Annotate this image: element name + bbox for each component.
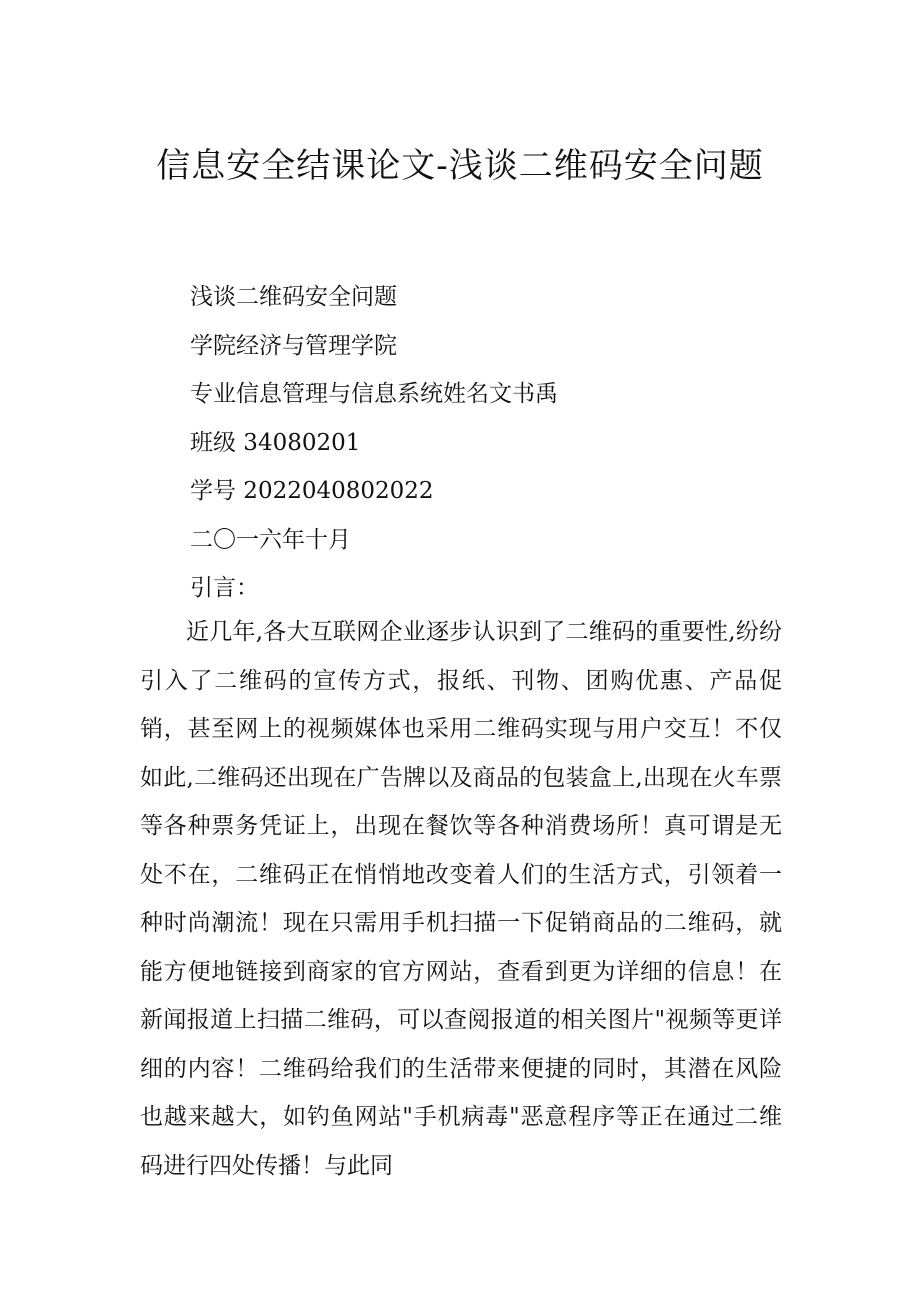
meta-subtitle: 浅谈二维码安全问题 [190, 284, 397, 310]
intro-heading: 引言： [190, 575, 259, 601]
document-title: 信息安全结课论文-浅谈二维码安全问题 [156, 146, 764, 186]
meta-date: 二〇一六年十月 [190, 526, 351, 553]
meta-college: 学院经济与管理学院 [190, 332, 397, 359]
meta-major-name: 专业信息管理与信息系统姓名文书禹 [190, 381, 558, 407]
intro-paragraph: 近几年,各大互联网企业逐步认识到了二维码的重要性,纷纷引入了二维码的宣传方式，报纸、刊物、团购优惠、产品促销，甚至网上的视频媒体也采用二维码实现与用户交互！不仅如此,二维码还出现在广告牌以及商品的包装盒上,出现在火车票等各种票务凭证上，出现在餐饮等各种消费场所！真可谓是无处不在，二维码正在悄悄地改变着人们的生活方式，引领着一种时尚潮流！现在只需用手机扫描一下促销商品的二维码，就能方便地链接到商家的官方网站，查看到更为详细的信息！在新闻报道上扫描二维码，可以查阅报道的相关图片"视频等更详细的内容！二维码给我们的生活带来便捷的同时，其潜在风险也越来越大，如钓鱼网站"手机病毒"恶意程序等正在通过二维码进行四处传播！与此同 [140, 619, 782, 1179]
meta-class: 班级 34080201 [190, 429, 361, 456]
meta-student-id: 学号 2022040802022 [190, 478, 434, 504]
document-meta [190, 273, 558, 613]
